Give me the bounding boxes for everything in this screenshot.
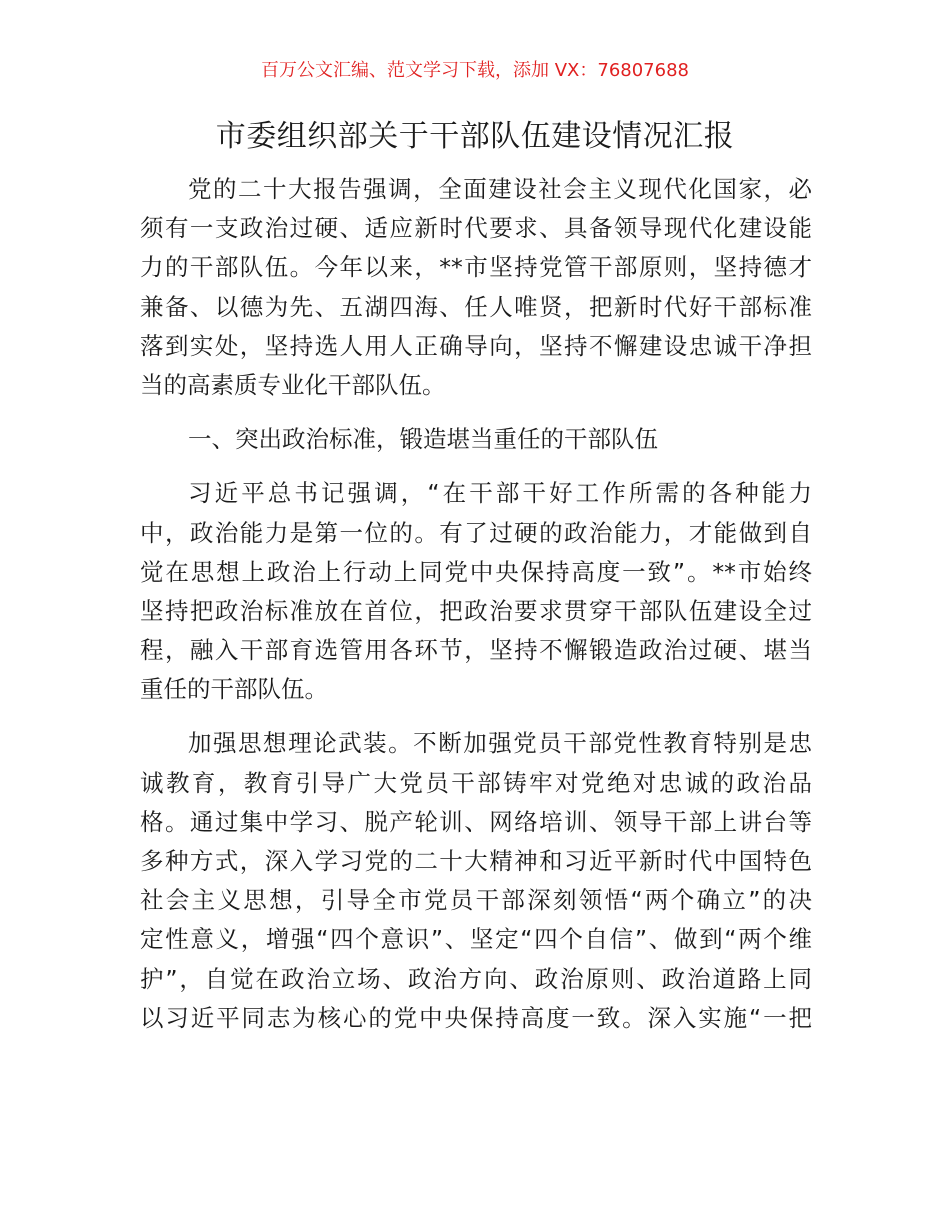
paragraph-line: 落到实处，坚持选人用人正确导向，坚持不懈建设忠诚干净担 <box>140 331 812 360</box>
paragraph-spacer <box>140 709 812 724</box>
paragraph-line: 坚持把政治标准放在首位，把政治要求贯穿干部队伍建设全过 <box>140 596 812 625</box>
section-heading-line: 一、突出政治标准，锻造堪当重任的干部队伍 <box>188 425 658 454</box>
paragraph-spacer <box>140 459 812 474</box>
paragraph-line: 力的干部队伍。今年以来，**市坚持党管干部原则，坚持德才 <box>140 253 812 282</box>
paragraph-line: 觉在思想上政治上行动上同党中央保持高度一致”。**市始终 <box>140 557 812 586</box>
paragraph-line: 格。通过集中学习、脱产轮训、网络培训、领导干部上讲台等 <box>140 807 812 836</box>
paragraph-line: 习近平总书记强调，“在干部干好工作所需的各种能力 <box>188 479 812 508</box>
document-title: 市委组织部关于干部队伍建设情况汇报 <box>215 119 735 154</box>
paragraph-line: 党的二十大报告强调，全面建设社会主义现代化国家，必 <box>188 175 812 203</box>
section-heading <box>140 420 812 459</box>
paragraph-spacer <box>140 405 812 420</box>
paragraph-line: 须有一支政治过硬、适应新时代要求、具备领导现代化建设能 <box>140 214 812 243</box>
paragraph-line: 当的高素质专业化干部队伍。 <box>140 370 446 399</box>
watermark-banner: 百万公文汇编、范文学习下载，添加 VX：76807688 <box>261 60 689 81</box>
paragraph-line: 社会主义思想，引导全市党员干部深刻领悟“两个确立”的决 <box>140 886 812 915</box>
paragraph-line: 多种方式，深入学习党的二十大精神和习近平新时代中国特色 <box>140 847 812 875</box>
paragraph-line: 重任的干部队伍。 <box>140 675 328 704</box>
paragraph-line: 护”，自觉在政治立场、政治方向、政治原则、政治道路上同 <box>140 964 812 993</box>
paragraph-theory <box>140 724 812 1038</box>
paragraph-line: 加强思想理论武装。不断加强党员干部党性教育特别是忠 <box>188 729 812 758</box>
document-body <box>140 170 812 1038</box>
paragraph-line: 定性意义，增强“四个意识”、坚定“四个自信”、做到“两个维 <box>140 925 812 954</box>
paragraph-line: 以习近平同志为核心的党中央保持高度一致。深入实施“一把 <box>140 1003 812 1032</box>
paragraph-line: 中，政治能力是第一位的。有了过硬的政治能力，才能做到自 <box>140 518 812 547</box>
paragraph-quote <box>140 474 812 709</box>
paragraph-line: 程，融入干部育选管用各环节，坚持不懈锻造政治过硬、堪当 <box>140 636 812 665</box>
paragraph-line: 兼备、以德为先、五湖四海、任人唯贤，把新时代好干部标准 <box>140 292 812 321</box>
paragraph-intro <box>140 170 812 405</box>
paragraph-line: 诚教育，教育引导广大党员干部铸牢对党绝对忠诚的政治品 <box>140 768 812 797</box>
